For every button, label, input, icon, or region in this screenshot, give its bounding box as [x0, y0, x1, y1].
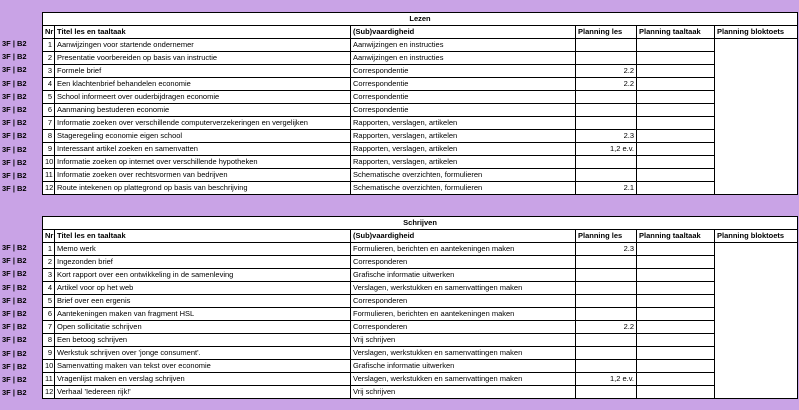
row-planning-les: 2.2: [576, 65, 637, 78]
row-subvaardigheid: Rapporten, verslagen, artikelen: [351, 130, 576, 143]
row-nr: 8: [43, 130, 55, 143]
row-nr: 4: [43, 78, 55, 91]
row-planning-les: [576, 52, 637, 65]
row-nr: 1: [43, 39, 55, 52]
level-label: 3F | B2: [2, 131, 27, 141]
row-subvaardigheid: Aanwijzingen en instructies: [351, 39, 576, 52]
header-titel: Titel les en taaltaak: [55, 26, 351, 39]
row-planning-les: 2.2: [576, 321, 637, 334]
level-label: 3F | B2: [2, 184, 27, 194]
row-planning-taaltaak: [637, 295, 715, 308]
row-subvaardigheid: Corresponderen: [351, 256, 576, 269]
schrijven-title: Schrijven: [43, 217, 798, 230]
row-subvaardigheid: Correspondentie: [351, 104, 576, 117]
row-subvaardigheid: Correspondentie: [351, 78, 576, 91]
level-label: 3F | B2: [2, 269, 27, 279]
table-row: [43, 360, 798, 373]
row-planning-taaltaak: [637, 117, 715, 130]
row-nr: 3: [43, 269, 55, 282]
row-planning-les: 2.3: [576, 243, 637, 256]
row-planning-taaltaak: [637, 182, 715, 195]
row-titel: Memo werk: [55, 243, 351, 256]
table-row: [43, 334, 798, 347]
table-row: [43, 269, 798, 282]
row-planning-les: 2.1: [576, 182, 637, 195]
level-label: 3F | B2: [2, 170, 27, 180]
row-titel: Route intekenen op plattegrond op basis van beschrijving: [55, 182, 351, 195]
level-label: 3F | B2: [2, 52, 27, 62]
header-planning-taaltaak: Planning taaltaak: [637, 230, 715, 243]
table-row: [43, 256, 798, 269]
row-planning-les: [576, 117, 637, 130]
row-planning-les: 2.3: [576, 130, 637, 143]
level-label: 3F | B2: [2, 322, 27, 332]
lezen-title-row: [43, 13, 798, 26]
row-nr: 10: [43, 156, 55, 169]
row-planning-taaltaak: [637, 91, 715, 104]
row-planning-taaltaak: [637, 156, 715, 169]
row-planning-les: 2.2: [576, 78, 637, 91]
row-planning-taaltaak: [637, 104, 715, 117]
row-titel: Samenvatting maken van tekst over economie: [55, 360, 351, 373]
level-label: 3F | B2: [2, 282, 27, 292]
row-planning-taaltaak: [637, 386, 715, 399]
row-planning-les: [576, 91, 637, 104]
row-nr: 2: [43, 52, 55, 65]
row-planning-les: [576, 39, 637, 52]
row-subvaardigheid: Correspondentie: [351, 65, 576, 78]
row-subvaardigheid: Rapporten, verslagen, artikelen: [351, 143, 576, 156]
row-subvaardigheid: Verslagen, werkstukken en samenvattingen maken: [351, 282, 576, 295]
row-planning-les: [576, 334, 637, 347]
row-planning-les: [576, 269, 637, 282]
row-titel: Een klachtenbrief behandelen economie: [55, 78, 351, 91]
row-planning-taaltaak: [637, 360, 715, 373]
row-subvaardigheid: Formulieren, berichten en aantekeningen maken: [351, 308, 576, 321]
table-row: [43, 52, 798, 65]
row-planning-taaltaak: [637, 243, 715, 256]
table-row: [43, 91, 798, 104]
row-titel: Aanmaning bestuderen economie: [55, 104, 351, 117]
level-label: 3F | B2: [2, 243, 27, 252]
row-nr: 7: [43, 321, 55, 334]
row-planning-les: [576, 386, 637, 399]
row-titel: Informatie zoeken over rechtsvormen van bedrijven: [55, 169, 351, 182]
header-titel: Titel les en taaltaak: [55, 230, 351, 243]
table-row: [43, 347, 798, 360]
row-planning-taaltaak: [637, 130, 715, 143]
row-titel: Kort rapport over een ontwikkeling in de samenleving: [55, 269, 351, 282]
row-planning-les: [576, 282, 637, 295]
table-row: [43, 39, 798, 52]
row-planning-les: 1,2 e.v.: [576, 373, 637, 386]
row-planning-taaltaak: [637, 169, 715, 182]
header-planning-bloktoets: Planning bloktoets: [715, 230, 798, 243]
row-titel: Informatie zoeken op internet over verschillende hypotheken: [55, 156, 351, 169]
row-nr: 12: [43, 386, 55, 399]
header-nr: Nr: [43, 230, 55, 243]
table-row: [43, 143, 798, 156]
table-row: [43, 386, 798, 399]
row-subvaardigheid: Schematische overzichten, formulieren: [351, 182, 576, 195]
row-subvaardigheid: Schematische overzichten, formulieren: [351, 169, 576, 182]
level-label: 3F | B2: [2, 65, 27, 75]
table-row: [43, 182, 798, 195]
level-label: 3F | B2: [2, 374, 27, 384]
row-nr: 11: [43, 373, 55, 386]
level-label: 3F | B2: [2, 91, 27, 101]
level-label: 3F | B2: [2, 157, 27, 167]
lezen-levels: [2, 37, 40, 195]
level-label: 3F | B2: [2, 308, 27, 318]
row-titel: Verhaal 'Iedereen rijk!': [55, 386, 351, 399]
header-sub: (Sub)vaardigheid: [351, 230, 576, 243]
row-planning-taaltaak: [637, 347, 715, 360]
row-nr: 6: [43, 104, 55, 117]
row-titel: Open sollicitatie schrijven: [55, 321, 351, 334]
row-nr: 4: [43, 282, 55, 295]
row-subvaardigheid: Formulieren, berichten en aantekeningen maken: [351, 243, 576, 256]
row-nr: 5: [43, 295, 55, 308]
row-planning-les: [576, 156, 637, 169]
row-titel: Werkstuk schrijven over 'jonge consument'.: [55, 347, 351, 360]
row-planning-les: [576, 169, 637, 182]
row-subvaardigheid: Vrij schrijven: [351, 334, 576, 347]
schrijven-title-row: [43, 217, 798, 230]
table-row: [43, 65, 798, 78]
row-planning-taaltaak: [637, 52, 715, 65]
row-subvaardigheid: Correspondentie: [351, 91, 576, 104]
table-row: [43, 373, 798, 386]
row-titel: Informatie zoeken over verschillende computerverzekeringen en vergelijken: [55, 117, 351, 130]
row-subvaardigheid: Rapporten, verslagen, artikelen: [351, 117, 576, 130]
row-planning-taaltaak: [637, 65, 715, 78]
level-label: 3F | B2: [2, 104, 27, 114]
level-label: 3F | B2: [2, 256, 27, 266]
level-label: 3F | B2: [2, 39, 27, 48]
header-planning-les: Planning les: [576, 26, 637, 39]
table-row: [43, 104, 798, 117]
row-nr: 9: [43, 143, 55, 156]
row-subvaardigheid: Rapporten, verslagen, artikelen: [351, 156, 576, 169]
row-planning-les: [576, 104, 637, 117]
level-label: 3F | B2: [2, 118, 27, 128]
header-planning-bloktoets: Planning bloktoets: [715, 26, 798, 39]
table-row: [43, 308, 798, 321]
lezen-header-row: [43, 26, 798, 39]
table-row: [43, 117, 798, 130]
table-row: [43, 282, 798, 295]
row-nr: 8: [43, 334, 55, 347]
row-titel: Stageregeling economie eigen school: [55, 130, 351, 143]
header-planning-les: Planning les: [576, 230, 637, 243]
table-row: [43, 169, 798, 182]
row-planning-taaltaak: [637, 282, 715, 295]
header-sub: (Sub)vaardigheid: [351, 26, 576, 39]
row-planning-taaltaak: [637, 373, 715, 386]
table-row: [43, 130, 798, 143]
row-nr: 3: [43, 65, 55, 78]
row-subvaardigheid: Aanwijzingen en instructies: [351, 52, 576, 65]
level-label: 3F | B2: [2, 388, 27, 398]
table-row: [43, 295, 798, 308]
level-label: 3F | B2: [2, 295, 27, 305]
header-nr: Nr: [43, 26, 55, 39]
table-row: [43, 78, 798, 91]
row-titel: Vragenlijst maken en verslag schrijven: [55, 373, 351, 386]
row-planning-les: 1,2 e.v.: [576, 143, 637, 156]
row-subvaardigheid: Vrij schrijven: [351, 386, 576, 399]
row-nr: 1: [43, 243, 55, 256]
row-nr: 12: [43, 182, 55, 195]
table-row: [43, 156, 798, 169]
row-subvaardigheid: Grafische informatie uitwerken: [351, 360, 576, 373]
row-titel: Aantekeningen maken van fragment HSL: [55, 308, 351, 321]
row-titel: Interessant artikel zoeken en samenvatten: [55, 143, 351, 156]
row-titel: Artikel voor op het web: [55, 282, 351, 295]
row-subvaardigheid: Corresponderen: [351, 295, 576, 308]
row-planning-les: [576, 295, 637, 308]
lezen-title: Lezen: [43, 13, 798, 26]
row-planning-taaltaak: [637, 308, 715, 321]
header-planning-taaltaak: Planning taaltaak: [637, 26, 715, 39]
level-label: 3F | B2: [2, 144, 27, 154]
row-titel: Formele brief: [55, 65, 351, 78]
row-nr: 7: [43, 117, 55, 130]
lezen-table: [42, 12, 798, 195]
row-planning-taaltaak: [637, 143, 715, 156]
row-planning-taaltaak: [637, 321, 715, 334]
row-subvaardigheid: Corresponderen: [351, 321, 576, 334]
row-titel: Brief over een ergenis: [55, 295, 351, 308]
row-planning-taaltaak: [637, 256, 715, 269]
row-planning-les: [576, 347, 637, 360]
row-nr: 5: [43, 91, 55, 104]
row-planning-taaltaak: [637, 39, 715, 52]
level-label: 3F | B2: [2, 78, 27, 88]
row-nr: 6: [43, 308, 55, 321]
planning-bloktoets-cell: [715, 243, 798, 399]
row-nr: 10: [43, 360, 55, 373]
row-planning-taaltaak: [637, 334, 715, 347]
level-label: 3F | B2: [2, 335, 27, 345]
row-nr: 2: [43, 256, 55, 269]
table-row: [43, 243, 798, 256]
schrijven-levels: [2, 241, 40, 399]
table-row: [43, 321, 798, 334]
row-planning-les: [576, 308, 637, 321]
row-planning-les: [576, 256, 637, 269]
row-subvaardigheid: Verslagen, werkstukken en samenvattingen maken: [351, 347, 576, 360]
level-label: 3F | B2: [2, 348, 27, 358]
planning-bloktoets-cell: [715, 39, 798, 195]
row-titel: Ingezonden brief: [55, 256, 351, 269]
row-planning-taaltaak: [637, 78, 715, 91]
row-planning-les: [576, 360, 637, 373]
row-subvaardigheid: Grafische informatie uitwerken: [351, 269, 576, 282]
row-nr: 11: [43, 169, 55, 182]
level-label: 3F | B2: [2, 361, 27, 371]
row-planning-taaltaak: [637, 269, 715, 282]
row-titel: School informeert over ouderbijdragen economie: [55, 91, 351, 104]
schrijven-table: [42, 216, 798, 399]
row-titel: Een betoog schrijven: [55, 334, 351, 347]
row-subvaardigheid: Verslagen, werkstukken en samenvattingen maken: [351, 373, 576, 386]
row-nr: 9: [43, 347, 55, 360]
schrijven-header-row: [43, 230, 798, 243]
row-titel: Presentatie voorbereiden op basis van instructie: [55, 52, 351, 65]
row-titel: Aanwijzingen voor startende ondernemer: [55, 39, 351, 52]
